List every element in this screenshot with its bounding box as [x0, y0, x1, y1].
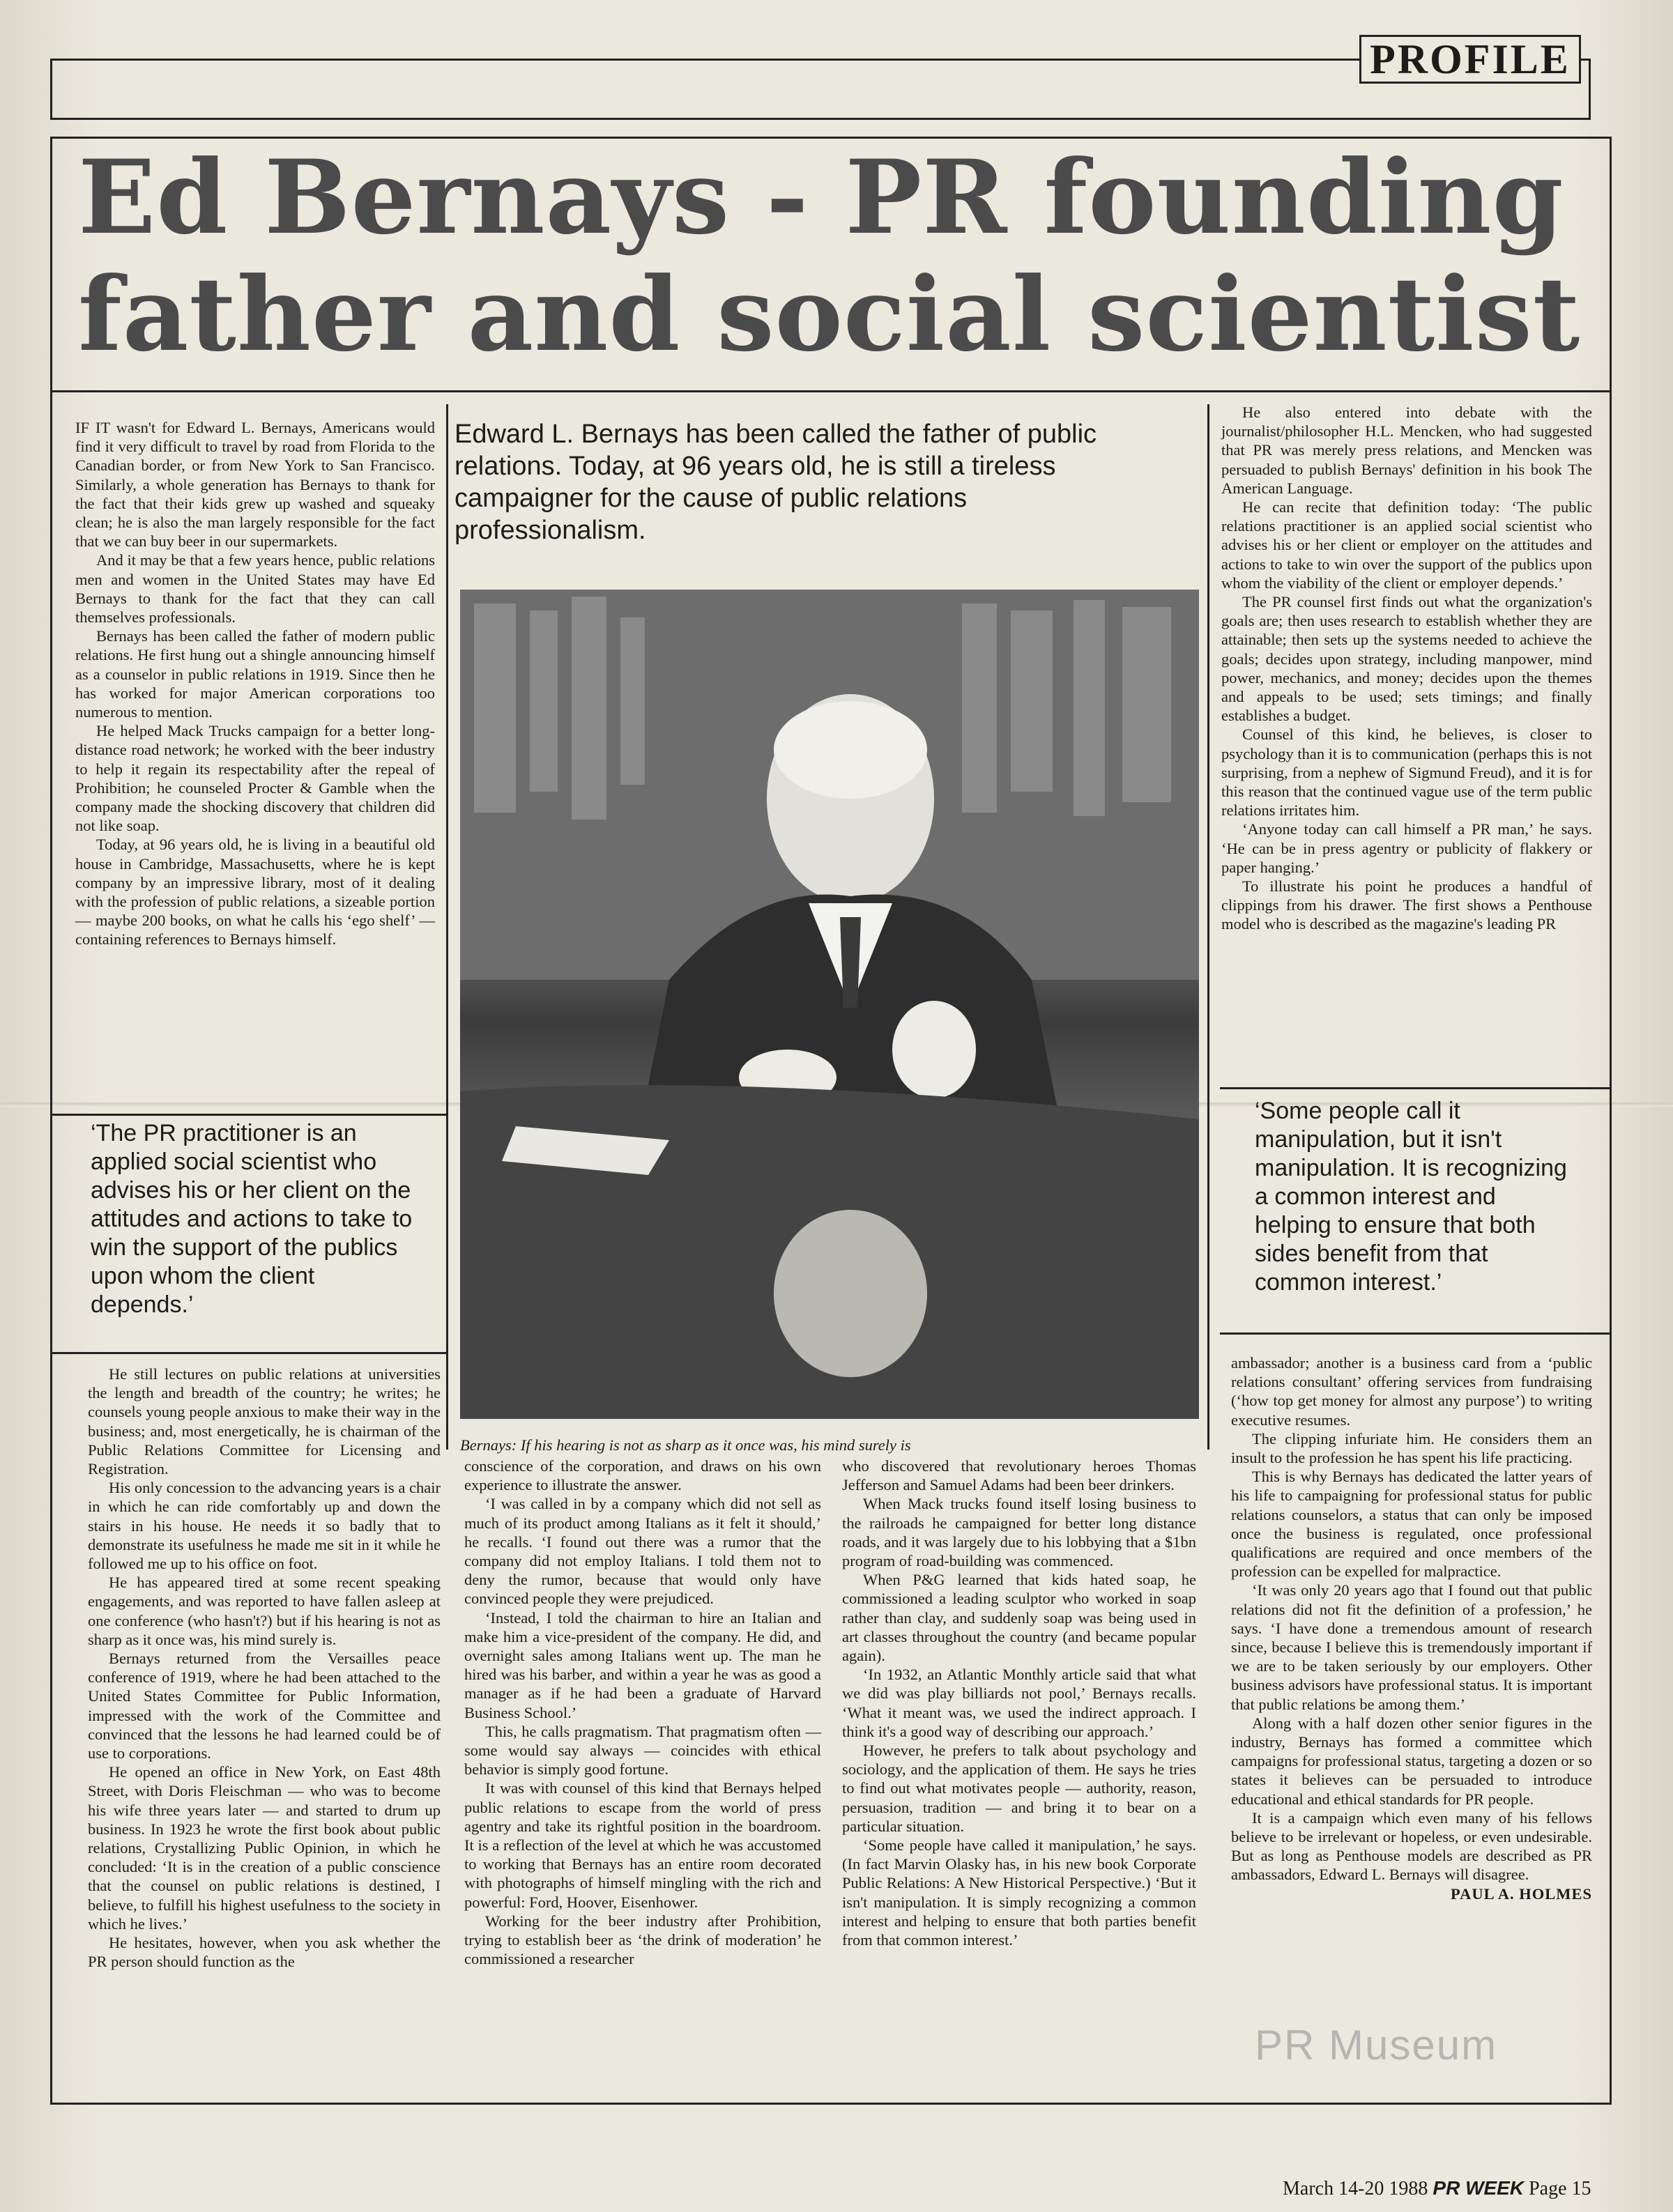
photo-illustration: [460, 590, 1199, 1419]
paragraph: It is a campaign which even many of his fellows believe to be irrelevant or hopeless, or even undesirable. But as long as Penthouse models are described as PR ambassadors, Edward L. Bernays will disagree.: [1231, 1808, 1592, 1884]
paragraph: He opened an office in New York, on East 48th Street, with Doris Fleischman — who was to become his wife three years later — and started to drum up business. In 1923 he wrote the first book about public relations, Crystallizing Public Opinion, in which he concluded: ‘It is in the creation of a public conscience that the counsel on public relations is destined, I believe, to fulfill his highest usefulness to the society in which he lives.’: [88, 1763, 441, 1933]
paragraph: The clipping infuriate him. He considers them an insult to the profession he has spent his life practicing.: [1231, 1429, 1592, 1467]
column-3-bottom: [842, 1457, 1196, 1949]
paragraph: He hesitates, however, when you ask whether the PR person should function as the: [88, 1934, 441, 1971]
paragraph: When P&G learned that kids hated soap, he commissioned a leading sculptor who worked in soap rather than clay, and suddenly soap was being used in art classes throughout the country (and became popular again).: [842, 1571, 1196, 1665]
paragraph: When Mack trucks found itself losing business to the railroads he campaigned for better long distance roads, and it was largely due to his lobbying that a $1bn program of road-building was commenced.: [842, 1495, 1196, 1570]
footer-publication: PR WEEK: [1433, 2177, 1525, 2199]
column-2-bottom: [464, 1457, 821, 1968]
paragraph: He also entered into debate with the journalist/philosopher H.L. Mencken, who had suggested that PR was merely press relations, and Mencken was persuaded to publish Bernays' definition in his book The American Language.: [1221, 404, 1592, 497]
paragraph: who discovered that revolutionary heroes Thomas Jefferson and Samuel Adams had been beer drinkers.: [842, 1457, 1196, 1494]
column-1-top: [75, 418, 435, 949]
paragraph: ‘Instead, I told the chairman to hire an Italian and make him a vice-president of the company. He did, and overnight sales among Italians went up. The man he hired was his barber, and within a year he was as good a manager as if he had been a graduate of Harvard Business School.’: [464, 1608, 821, 1721]
paragraph: Bernays returned from the Versailles peace conference of 1919, where he had been attached to the United States Committee for Public Information, impressed with the work of the Committee and convinced that the lessons he had learned could be of use to corporations.: [88, 1650, 441, 1762]
section-tag: PROFILE: [1359, 35, 1581, 84]
column-4-top: [1221, 403, 1592, 934]
paragraph: ‘Some people have called it manipulation,’ he says. (In fact Marvin Olasky has, in his new book Corporate Public Relations: A New Historical Perspective.) ‘But it isn't manipulation. It is simply recognizing a common interest and helping to ensure that both parties benefit from that common interest.’: [842, 1836, 1196, 1949]
paragraph: ambassador; another is a business card from a ‘public relations consultant’ offering services from fundraising (‘how top get money for almost any purpose’) to writing executive resumes.: [1231, 1354, 1592, 1429]
headline-rule: [50, 390, 1612, 392]
column-rule-right: [1207, 404, 1209, 1450]
pull-quote-left: ‘The PR practitioner is an applied social scientist who advises his or her client on the attitudes and actions to take to win the support of the publics upon whom the client depends.’: [91, 1120, 413, 1318]
paragraph: He can recite that definition today: ‘The public relations practitioner is an applied social scientist who advises his or her client or employer on the attitudes and actions to take to win over the support of the publics upon whom the viability of the client or employer depends.’: [1221, 498, 1592, 592]
standfirst: Edward L. Bernays has been called the father of public relations. Today, at 96 years old, he is still a tireless campaigner for the cause of public relations professionalism.: [454, 420, 1097, 545]
paragraph: And it may be that a few years hence, public relations men and women in the United States may have Ed Bernays to thank for the fact that they can call themselves professionals.: [75, 551, 435, 627]
footer-page: Page 15: [1529, 2178, 1591, 2199]
paragraph: IF IT wasn't for Edward L. Bernays, Americans would find it very difficult to travel by road from Florida to the Canadian border, or from New York to San Francisco. Similarly, a whole generation has Bernays to thank for the fact that their kids grew up washed and squeaky clean; he is also the man largely responsible for the fact that we can buy beer in our supermarkets.: [75, 419, 435, 551]
pull-quote-right: ‘Some people call it manipulation, but it isn't manipulation. It is recognizing a common interest and helping to ensure that both sides benefit from that common interest.’: [1255, 1098, 1567, 1296]
paragraph: ‘It was only 20 years ago that I found out that public relations did not fit the definition of a profession,’ he says. ‘I have done a tremendous amount of research since, because I believe this is tremendously important if we are to be taken seriously by our employers. Other business advisors have professional status. It is important that public relations be among them.’: [1231, 1581, 1592, 1713]
byline: PAUL A. HOLMES: [1451, 1884, 1592, 1903]
paragraph: He helped Mack Trucks campaign for a better long-distance road network; he worked with the beer industry to help it regain its respectability after the repeal of Prohibition; he counseled Procter & Gamble when the company made the shocking discovery that children did not like soap.: [75, 722, 435, 835]
paragraph: He has appeared tired at some recent speaking engagements, and was reported to have fallen asleep at one conference (who hasn't?) but if his hearing is not as sharp as it once was, his mind surely is.: [88, 1574, 441, 1648]
paragraph: Counsel of this kind, he believes, is closer to psychology than it is to communication (perhaps this is not surprising, from a nephew of Sigmund Freud), and it is for this reason that the continued vague use of the term public relations irritates him.: [1221, 725, 1592, 820]
paragraph: He still lectures on public relations at universities the length and breadth of the country; he writes; he counsels young people anxious to make their way in the business; and, most energetically, he is chairman of the Public Relations Committee for Licensing and Registration.: [88, 1365, 441, 1478]
pull-rule-left-top: [50, 1114, 446, 1116]
photo-caption: Bernays: If his hearing is not as sharp as it once was, his mind surely is: [460, 1436, 911, 1454]
paragraph: Bernays has been called the father of modern public relations. He first hung out a shingle announcing himself as a counselor in public relations in 1919. Since then he has worked for major American corporations too numerous to mention.: [75, 627, 435, 721]
bernays-photo: [460, 590, 1199, 1419]
paragraph: Working for the beer industry after Prohibition, trying to establish beer as ‘the drink of moderation’ he commissioned a researcher: [464, 1912, 821, 1968]
paragraph: This is why Bernays has dedicated the latter years of his life to campaigning for professional status for public relations counselors, a status that can only be imposed once the business is regulated, once professional qualifications are required and once members of the profession can be expelled for malpractice.: [1231, 1468, 1592, 1581]
pull-rule-right-bottom: [1220, 1332, 1610, 1335]
pull-rule-right-top: [1220, 1087, 1610, 1089]
paragraph: ‘In 1932, an Atlantic Monthly article said that what we did was play billiards not pool,’ Bernays recalls. ‘What it meant was, we used the indirect approach. I think it's a good way of describing our approach.’: [842, 1666, 1196, 1740]
paragraph: ‘Anyone today can call himself a PR man,’ he says. ‘He can be in press agentry or publicity of flakkery or paper hanging.’: [1221, 820, 1592, 876]
paragraph: This, he calls pragmatism. That pragmatism often — some would say always — coincides with ethical behavior is simply good fortune.: [464, 1722, 821, 1779]
pull-rule-left-bottom: [50, 1352, 446, 1354]
paragraph: His only concession to the advancing years is a chair in which he can ride comfortably up and down the stairs in his house. He needs it so badly that to demonstrate its usefulness he made me sit in it while he followed me up to his office on foot.: [88, 1479, 441, 1573]
paragraph: Today, at 96 years old, he is living in a beautiful old house in Cambridge, Massachusetts, where he is kept company by an impressive library, most of it dealing with the profession of public relations, a sizeable portion — maybe 200 books, on what he calls his ‘ego shelf’ — containing references to Bernays himself.: [75, 836, 435, 948]
page-footer: [1283, 2177, 1591, 2200]
column-1-bottom: [88, 1365, 441, 1972]
paragraph: ‘I was called in by a company which did not sell as much of its product among Italians as it felt it should,’ he recalls. ‘I found out there was a rumor that the company did not employ Italians. I told them not to deny the rumor, because that would only have convinced people they were prejudiced.: [464, 1495, 821, 1608]
watermark: PR Museum: [1255, 2022, 1498, 2068]
footer-date: March 14-20 1988: [1283, 2178, 1428, 2199]
headline: [78, 139, 1598, 374]
paragraph: The PR counsel first finds out what the organization's goals are; then uses research to establish whether they are attainable; then sets up the systems needed to achieve the goals; decides upon strategy, including manpower, mind power, mechanics, and money; decides upon the themes and appeals to be used; sets timings; and finally establishes a budget.: [1221, 593, 1592, 725]
paragraph: However, he prefers to talk about psychology and sociology, and the application of them. He says he tries to find out what motivates people — authority, reason, persuasion, tradition — and bring it to bear on a particular situation.: [842, 1742, 1196, 1835]
column-rule-left: [446, 404, 448, 1450]
column-4-bottom: [1231, 1353, 1592, 1903]
paragraph: conscience of the corporation, and draws on his own experience to illustrate the answer.: [464, 1457, 821, 1494]
headline-line-1: Ed Bernays - PR founding: [78, 138, 1564, 257]
headline-line-2: father and social scientist: [78, 255, 1581, 374]
paragraph: To illustrate his point he produces a handful of clippings from his drawer. The first shows a Penthouse model who is described as the magazine's leading PR: [1221, 877, 1592, 933]
paragraph: Along with a half dozen other senior figures in the industry, Bernays has formed a committee which campaigns for professional status, targeting a dozen or so states it believes can be persuaded to introduce educational and ethical standards for PR people.: [1231, 1714, 1592, 1808]
paragraph: It was with counsel of this kind that Bernays helped public relations to escape from the world of press agentry and take its rightful position in the boardroom. It is a reflection of the level at which he was accustomed to working that Bernays has an entire room decorated with photographs of himself mingling with the rich and powerful: Ford, Hoover, Eisenhower.: [464, 1779, 821, 1911]
